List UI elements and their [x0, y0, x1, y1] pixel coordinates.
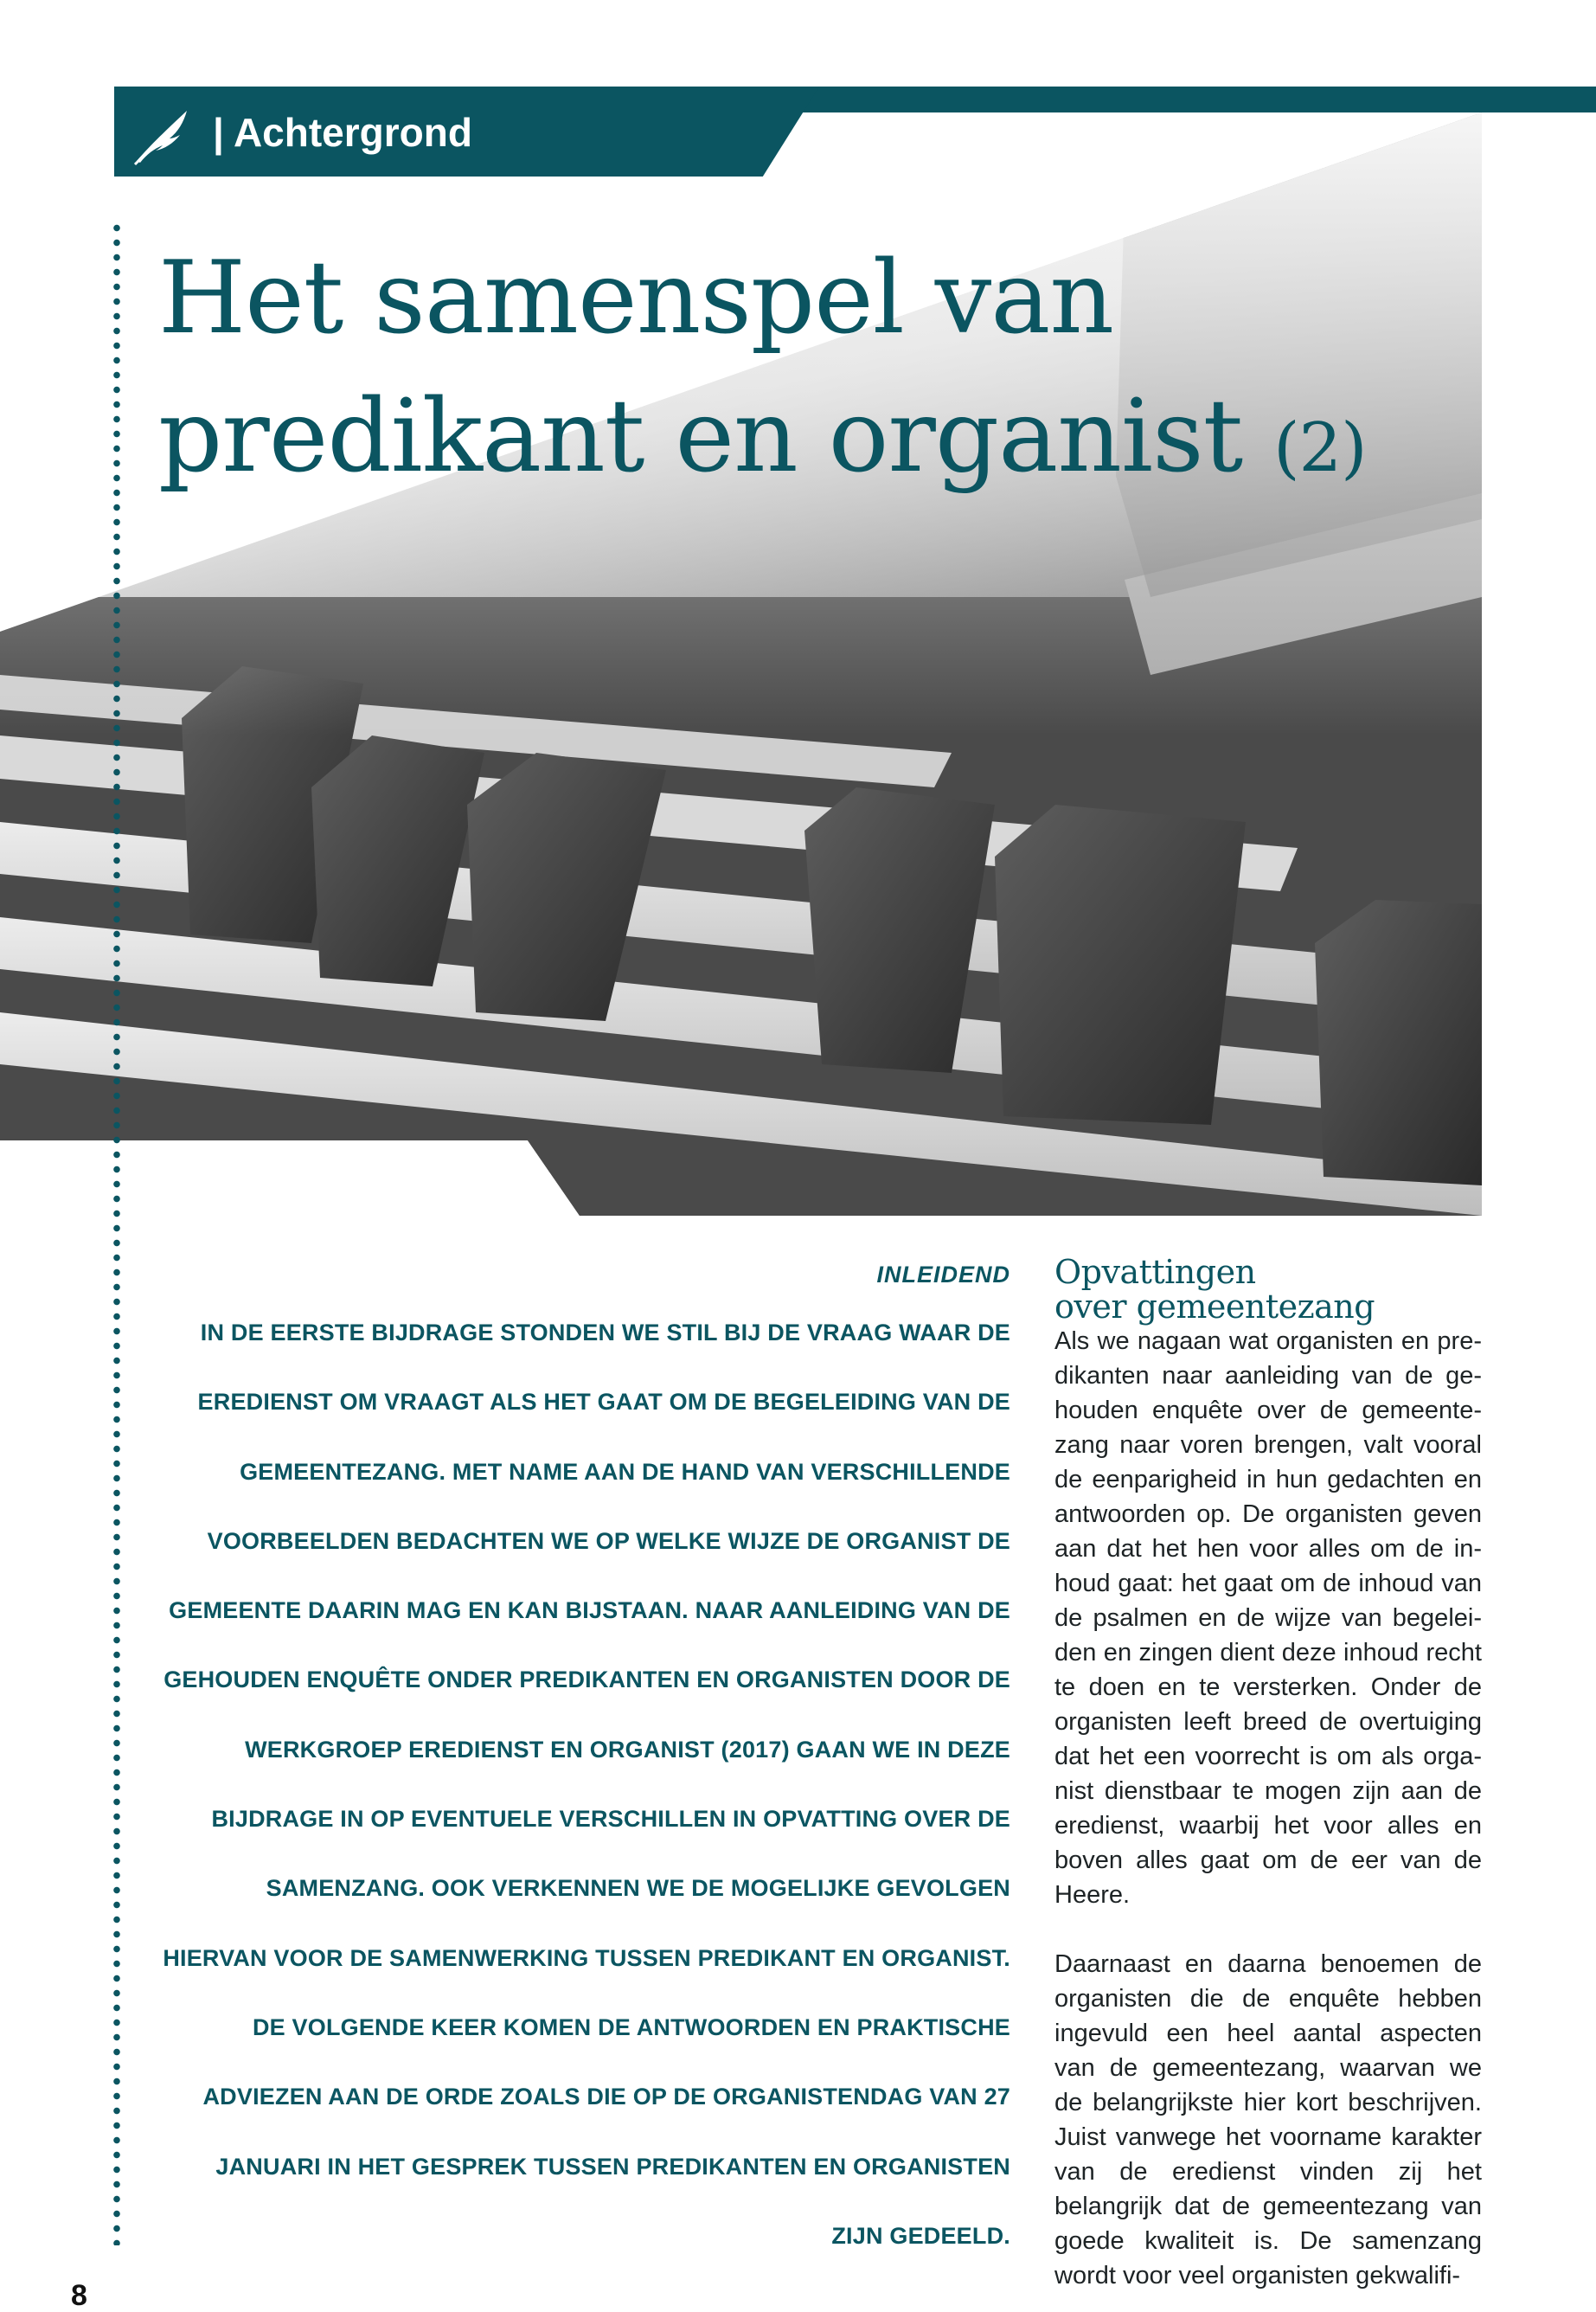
title-line-1: Het samenspel van	[158, 240, 1114, 356]
intro-block	[158, 1255, 1010, 2270]
body-paragraph-2: Daarnaast en daarna benoemen de organisten die de enquête hebben ingevuld een heel aantal aspecten van de gemeentezang, waarvan we de belangrijkste hier kort beschrijven. Juist vanwege het voorname karakter van de eredienst vinden zij het belangrijk dat de gemeentezang van goede kwaliteit is. De samenzang wordt voor veel organisten gekwalifi-	[1054, 1950, 1482, 2290]
title-line-2	[158, 368, 1456, 517]
body-column	[1054, 1255, 1482, 2293]
page-number: 8	[71, 2279, 87, 2312]
section-heading	[1054, 1255, 1482, 1324]
title-part-number: (2)	[1273, 409, 1367, 487]
title-line-2-text: predikant en organist	[158, 378, 1243, 495]
intro-label: INLEIDEND	[876, 1262, 1010, 1288]
quill-icon	[131, 106, 194, 166]
heading-line-1: Opvattingen	[1054, 1253, 1256, 1291]
section-label: | Achtergrond	[213, 110, 472, 155]
heading-line-2: over gemeentezang	[1054, 1288, 1375, 1326]
body-paragraph-1: Als we nagaan wat organisten en predikanten naar aanleiding van de gehouden enquête over de gemeentezang naar voren brengen, valt vooral de eenparigheid in hun gedachten en antwoorden op. De organisten geven aan dat het hen voor alles om de inhoud gaat: het gaat om de inhoud van de psalmen en de wijze van begeleiden en zingen dient deze inhoud recht te doen en te versterken. Onder de organisten leeft breed de overtuiging dat het een voorrecht is om als organist dienstbaar te mogen zijn aan de eredienst, waarbij het voor alles en boven alles gaat om de eer van de Heere.	[1054, 1327, 1482, 1909]
dotted-margin-rule	[112, 221, 122, 2245]
article-title	[158, 229, 1456, 517]
intro-text: IN DE EERSTE BIJDRAGE STONDEN WE STIL BIJ DE VRAAG WAAR DE EREDIENST OM VRAAGT ALS HET GAAT OM DE BEGELEIDING VAN DE GEMEENTEZANG. MET NAME AAN DE HAND VAN VERSCHILLENDE VOORBEELDEN BEDACHTEN WE OP WELKE WIJZE DE ORGANIST DE GEMEENTE DAARIN MAG EN KAN BIJSTAAN. NAAR AANLEIDING VAN DE GEHOUDEN ENQUÊTE ONDER PREDIKANTEN EN ORGANISTEN DOOR DE WERKGROEP EREDIENST EN ORGANIST (2017) GAAN WE IN DEZE BIJDRAGE IN OP EVENTUELE VERSCHILLEN IN OPVATTING OVER DE SAMENZANG. OOK VERKENNEN WE DE MOGELIJKE GEVOLGEN HIERVAN VOOR DE SAMENWERKING TUSSEN PREDIKANT EN ORGANIST. DE VOLGENDE KEER KOMEN DE ANTWOORDEN EN PRAKTISCHE ADVIEZEN AAN DE ORDE ZOALS DIE OP DE ORGANISTENDAG VAN 27 JANUARI IN HET GESPREK TUSSEN PREDIKANTEN EN ORGANISTEN ZIJN GEDEELD.	[163, 1320, 1010, 2249]
